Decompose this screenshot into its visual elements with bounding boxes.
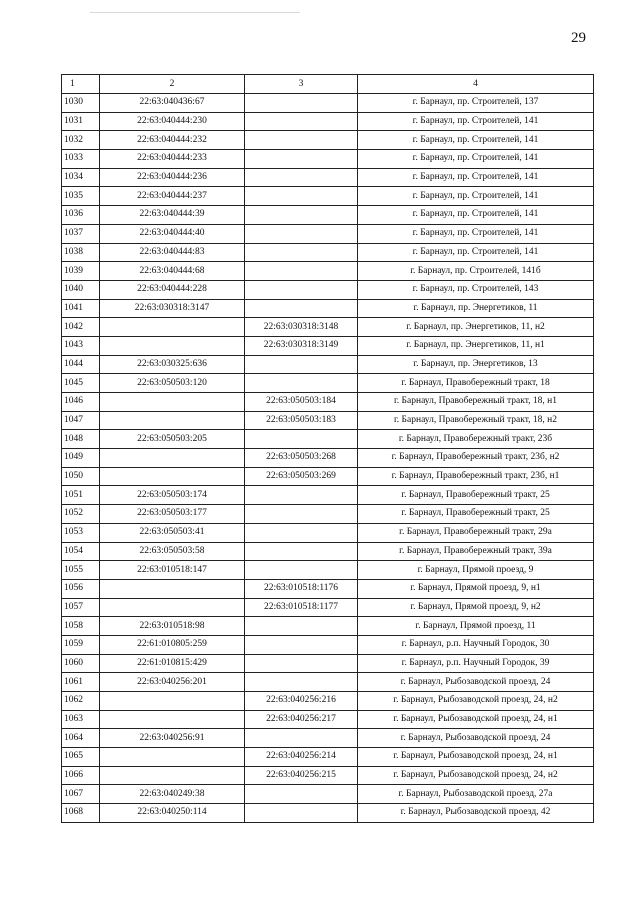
- cadastral-number: 22:61:010815:429: [100, 654, 245, 673]
- cadastral-number: 22:63:050503:177: [100, 505, 245, 524]
- room-cadastral-number: [245, 635, 358, 654]
- room-cadastral-number: [245, 654, 358, 673]
- table-row: [62, 280, 594, 299]
- address: г. Барнаул, пр. Строителей, 141: [358, 243, 594, 262]
- row-number: 1032: [62, 131, 100, 150]
- room-cadastral-number: 22:63:010518:1177: [245, 598, 358, 617]
- room-cadastral-number: 22:63:010518:1176: [245, 579, 358, 598]
- room-cadastral-number: [245, 112, 358, 131]
- row-number: 1059: [62, 635, 100, 654]
- address: г. Барнаул, пр. Строителей, 141: [358, 150, 594, 169]
- table-row: [62, 542, 594, 561]
- table-row: [62, 262, 594, 281]
- table-row: [62, 94, 594, 113]
- table-row: [62, 449, 594, 468]
- cadastral-number: 22:63:030318:3147: [100, 299, 245, 318]
- table-row: [62, 598, 594, 617]
- address: г. Барнаул, пр. Строителей, 143: [358, 280, 594, 299]
- address: г. Барнаул, пр. Строителей, 141: [358, 224, 594, 243]
- table-row: [62, 187, 594, 206]
- row-number: 1042: [62, 318, 100, 337]
- table-row: [62, 206, 594, 225]
- row-number: 1055: [62, 561, 100, 580]
- cadastral-number: [100, 411, 245, 430]
- address: г. Барнаул, Правобережный тракт, 25: [358, 505, 594, 524]
- cadastral-number: [100, 579, 245, 598]
- row-number: 1068: [62, 804, 100, 823]
- cadastral-number: [100, 766, 245, 785]
- room-cadastral-number: 22:63:050503:268: [245, 449, 358, 468]
- table-row: [62, 355, 594, 374]
- table-row: [62, 766, 594, 785]
- address: г. Барнаул, Правобережный тракт, 25: [358, 486, 594, 505]
- row-number: 1049: [62, 449, 100, 468]
- room-cadastral-number: 22:63:030318:3148: [245, 318, 358, 337]
- row-number: 1039: [62, 262, 100, 281]
- table-row: [62, 411, 594, 430]
- row-number: 1048: [62, 430, 100, 449]
- row-number: 1033: [62, 150, 100, 169]
- table-row: [62, 617, 594, 636]
- cadastral-number: 22:63:040256:91: [100, 729, 245, 748]
- row-number: 1040: [62, 280, 100, 299]
- header-col-1: 1: [62, 75, 100, 94]
- cadastral-number: 22:63:050503:205: [100, 430, 245, 449]
- table-row: [62, 150, 594, 169]
- table-row: [62, 393, 594, 412]
- address: г. Барнаул, Правобережный тракт, 23б, н1: [358, 467, 594, 486]
- room-cadastral-number: [245, 430, 358, 449]
- address: г. Барнаул, Прямой проезд, 9, н2: [358, 598, 594, 617]
- table-row: [62, 804, 594, 823]
- room-cadastral-number: [245, 168, 358, 187]
- cadastral-number: 22:63:040444:68: [100, 262, 245, 281]
- cadastral-number: 22:63:050503:58: [100, 542, 245, 561]
- table-row: [62, 748, 594, 767]
- cadastral-number: 22:63:040444:233: [100, 150, 245, 169]
- table-row: [62, 561, 594, 580]
- row-number: 1061: [62, 673, 100, 692]
- room-cadastral-number: [245, 374, 358, 393]
- room-cadastral-number: 22:63:050503:269: [245, 467, 358, 486]
- row-number: 1046: [62, 393, 100, 412]
- table-row: [62, 486, 594, 505]
- room-cadastral-number: [245, 355, 358, 374]
- row-number: 1034: [62, 168, 100, 187]
- table-row: [62, 318, 594, 337]
- room-cadastral-number: 22:63:040256:214: [245, 748, 358, 767]
- address: г. Барнаул, пр. Строителей, 141: [358, 206, 594, 225]
- cadastral-number: [100, 710, 245, 729]
- row-number: 1037: [62, 224, 100, 243]
- room-cadastral-number: [245, 785, 358, 804]
- row-number: 1051: [62, 486, 100, 505]
- row-number: 1064: [62, 729, 100, 748]
- property-table: [61, 74, 594, 823]
- table-row: [62, 430, 594, 449]
- row-number: 1038: [62, 243, 100, 262]
- address: г. Барнаул, Правобережный тракт, 18, н2: [358, 411, 594, 430]
- address: г. Барнаул, Прямой проезд, 9, н1: [358, 579, 594, 598]
- cadastral-number: 22:63:040250:114: [100, 804, 245, 823]
- cadastral-number: 22:63:050503:120: [100, 374, 245, 393]
- room-cadastral-number: 22:63:040256:215: [245, 766, 358, 785]
- address: г. Барнаул, пр. Строителей, 141: [358, 187, 594, 206]
- cadastral-number: 22:63:040256:201: [100, 673, 245, 692]
- table-row: [62, 523, 594, 542]
- address: г. Барнаул, Прямой проезд, 11: [358, 617, 594, 636]
- row-number: 1041: [62, 299, 100, 318]
- row-number: 1047: [62, 411, 100, 430]
- cadastral-number: 22:63:040444:228: [100, 280, 245, 299]
- address: г. Барнаул, Рыбозаводской проезд, 24, н2: [358, 692, 594, 711]
- row-number: 1035: [62, 187, 100, 206]
- table-row: [62, 224, 594, 243]
- row-number: 1060: [62, 654, 100, 673]
- address: г. Барнаул, пр. Строителей, 141: [358, 168, 594, 187]
- table-row: [62, 654, 594, 673]
- room-cadastral-number: [245, 243, 358, 262]
- table-row: [62, 710, 594, 729]
- address: г. Барнаул, Правобережный тракт, 23б: [358, 430, 594, 449]
- row-number: 1050: [62, 467, 100, 486]
- table-row: [62, 505, 594, 524]
- cadastral-number: [100, 393, 245, 412]
- room-cadastral-number: [245, 617, 358, 636]
- cadastral-number: 22:63:040249:38: [100, 785, 245, 804]
- cadastral-number: 22:63:040436:67: [100, 94, 245, 113]
- room-cadastral-number: [245, 542, 358, 561]
- room-cadastral-number: 22:63:050503:184: [245, 393, 358, 412]
- row-number: 1063: [62, 710, 100, 729]
- row-number: 1067: [62, 785, 100, 804]
- cadastral-number: 22:63:040444:237: [100, 187, 245, 206]
- header-col-4: 4: [358, 75, 594, 94]
- row-number: 1057: [62, 598, 100, 617]
- row-number: 1053: [62, 523, 100, 542]
- table-row: [62, 729, 594, 748]
- address: г. Барнаул, Рыбозаводской проезд, 24, н1: [358, 748, 594, 767]
- cadastral-number: 22:63:050503:41: [100, 523, 245, 542]
- header-col-3: 3: [245, 75, 358, 94]
- address: г. Барнаул, пр. Строителей, 141б: [358, 262, 594, 281]
- cadastral-number: [100, 318, 245, 337]
- row-number: 1031: [62, 112, 100, 131]
- row-number: 1044: [62, 355, 100, 374]
- header-col-2: 2: [100, 75, 245, 94]
- room-cadastral-number: [245, 299, 358, 318]
- address: г. Барнаул, Рыбозаводской проезд, 42: [358, 804, 594, 823]
- page-number: 29: [571, 30, 586, 46]
- address: г. Барнаул, Рыбозаводской проезд, 24, н2: [358, 766, 594, 785]
- table-row: [62, 336, 594, 355]
- room-cadastral-number: [245, 224, 358, 243]
- table-row: [62, 112, 594, 131]
- cadastral-number: 22:63:030325:636: [100, 355, 245, 374]
- room-cadastral-number: [245, 561, 358, 580]
- table-header-row: [62, 75, 594, 94]
- room-cadastral-number: [245, 523, 358, 542]
- row-number: 1043: [62, 336, 100, 355]
- room-cadastral-number: 22:63:050503:183: [245, 411, 358, 430]
- table-row: [62, 299, 594, 318]
- room-cadastral-number: [245, 729, 358, 748]
- table-row: [62, 579, 594, 598]
- room-cadastral-number: 22:63:030318:3149: [245, 336, 358, 355]
- cadastral-number: 22:63:040444:83: [100, 243, 245, 262]
- row-number: 1062: [62, 692, 100, 711]
- row-number: 1052: [62, 505, 100, 524]
- room-cadastral-number: [245, 150, 358, 169]
- room-cadastral-number: [245, 131, 358, 150]
- address: г. Барнаул, Рыбозаводской проезд, 24, н1: [358, 710, 594, 729]
- row-number: 1066: [62, 766, 100, 785]
- address: г. Барнаул, Прямой проезд, 9: [358, 561, 594, 580]
- room-cadastral-number: [245, 262, 358, 281]
- cadastral-number: 22:63:040444:230: [100, 112, 245, 131]
- room-cadastral-number: [245, 280, 358, 299]
- address: г. Барнаул, пр. Энергетиков, 11, н2: [358, 318, 594, 337]
- room-cadastral-number: [245, 673, 358, 692]
- row-number: 1056: [62, 579, 100, 598]
- address: г. Барнаул, пр. Строителей, 141: [358, 112, 594, 131]
- row-number: 1030: [62, 94, 100, 113]
- row-number: 1036: [62, 206, 100, 225]
- row-number: 1058: [62, 617, 100, 636]
- address: г. Барнаул, Правобережный тракт, 18: [358, 374, 594, 393]
- room-cadastral-number: 22:63:040256:216: [245, 692, 358, 711]
- scan-top-line: [90, 12, 300, 13]
- cadastral-number: [100, 467, 245, 486]
- row-number: 1054: [62, 542, 100, 561]
- cadastral-number: [100, 748, 245, 767]
- cadastral-number: [100, 336, 245, 355]
- address: г. Барнаул, Правобережный тракт, 39а: [358, 542, 594, 561]
- room-cadastral-number: 22:63:040256:217: [245, 710, 358, 729]
- cadastral-number: [100, 692, 245, 711]
- room-cadastral-number: [245, 505, 358, 524]
- row-number: 1065: [62, 748, 100, 767]
- table-row: [62, 131, 594, 150]
- cadastral-number: 22:63:010518:147: [100, 561, 245, 580]
- address: г. Барнаул, Рыбозаводской проезд, 27а: [358, 785, 594, 804]
- address: г. Барнаул, Рыбозаводской проезд, 24: [358, 729, 594, 748]
- address: г. Барнаул, Правобережный тракт, 23б, н2: [358, 449, 594, 468]
- cadastral-number: [100, 598, 245, 617]
- table-row: [62, 467, 594, 486]
- address: г. Барнаул, пр. Строителей, 137: [358, 94, 594, 113]
- table-row: [62, 243, 594, 262]
- cadastral-number: 22:63:040444:40: [100, 224, 245, 243]
- room-cadastral-number: [245, 187, 358, 206]
- cadastral-number: 22:61:010805:259: [100, 635, 245, 654]
- address: г. Барнаул, р.п. Научный Городок, 39: [358, 654, 594, 673]
- cadastral-number: 22:63:010518:98: [100, 617, 245, 636]
- table-row: [62, 168, 594, 187]
- cadastral-number: 22:63:050503:174: [100, 486, 245, 505]
- address: г. Барнаул, р.п. Научный Городок, 30: [358, 635, 594, 654]
- table-row: [62, 785, 594, 804]
- cadastral-number: 22:63:040444:232: [100, 131, 245, 150]
- table-row: [62, 692, 594, 711]
- address: г. Барнаул, пр. Энергетиков, 11: [358, 299, 594, 318]
- address: г. Барнаул, Рыбозаводской проезд, 24: [358, 673, 594, 692]
- cadastral-number: [100, 449, 245, 468]
- address: г. Барнаул, Правобережный тракт, 18, н1: [358, 393, 594, 412]
- cadastral-number: 22:63:040444:236: [100, 168, 245, 187]
- address: г. Барнаул, пр. Энергетиков, 11, н1: [358, 336, 594, 355]
- table-row: [62, 374, 594, 393]
- room-cadastral-number: [245, 206, 358, 225]
- room-cadastral-number: [245, 804, 358, 823]
- address: г. Барнаул, пр. Энергетиков, 13: [358, 355, 594, 374]
- room-cadastral-number: [245, 94, 358, 113]
- table-row: [62, 635, 594, 654]
- cadastral-number: 22:63:040444:39: [100, 206, 245, 225]
- table-row: [62, 673, 594, 692]
- address: г. Барнаул, Правобережный тракт, 29а: [358, 523, 594, 542]
- room-cadastral-number: [245, 486, 358, 505]
- row-number: 1045: [62, 374, 100, 393]
- address: г. Барнаул, пр. Строителей, 141: [358, 131, 594, 150]
